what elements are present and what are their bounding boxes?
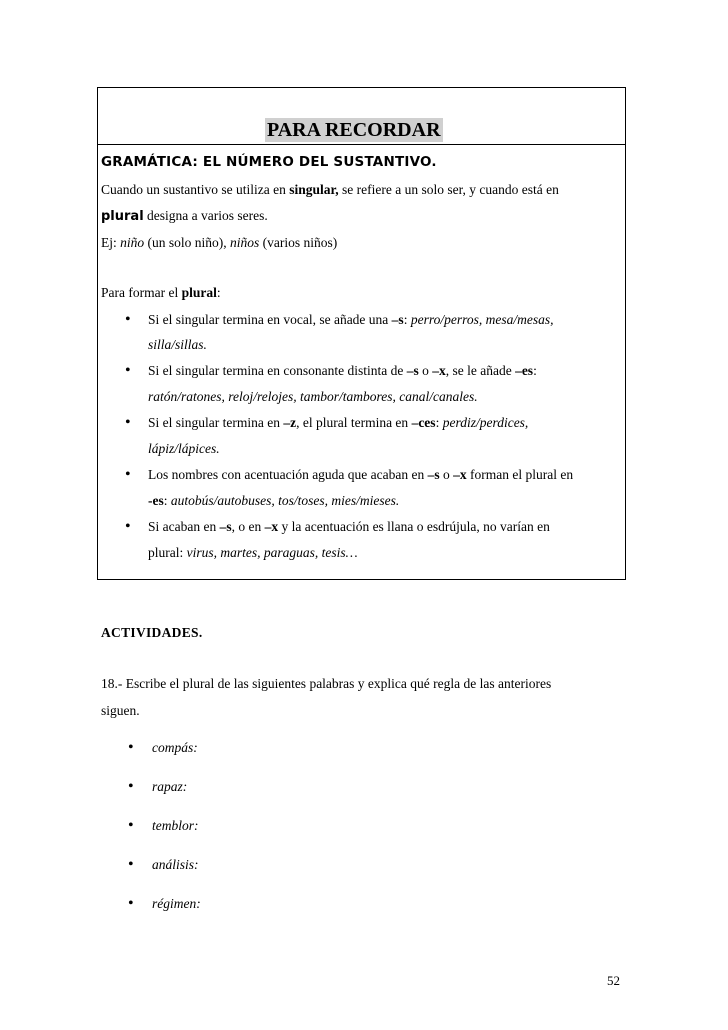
rule-2-line-2: ratón/ratones, reloj/relojes, tambor/tambores, canal/canales. bbox=[148, 389, 478, 404]
bullet-icon: • bbox=[125, 414, 131, 431]
example-line: Ej: niño (un solo niño), niños (varios niños) bbox=[101, 235, 338, 250]
word-item: compás: bbox=[152, 740, 198, 755]
rule-1-line-2: silla/sillas. bbox=[148, 337, 207, 352]
intro-line-2: plural designa a varios seres. bbox=[101, 208, 268, 224]
page-number: 52 bbox=[607, 973, 620, 988]
bullet-icon: • bbox=[125, 311, 131, 328]
rule-5-line-2: plural: virus, martes, paraguas, tesis… bbox=[148, 545, 358, 560]
rule-1-line-1: Si el singular termina en vocal, se añade una –s: perro/perros, mesa/mesas, bbox=[148, 312, 554, 327]
bullet-icon: • bbox=[125, 362, 131, 379]
box-title: PARA RECORDAR bbox=[267, 119, 441, 141]
word-item: régimen: bbox=[152, 896, 201, 911]
rule-4-line-1: Los nombres con acentuación aguda que acaban en –s o –x forman el plural en bbox=[148, 467, 574, 482]
word-item: análisis: bbox=[152, 857, 199, 872]
form-plural-intro: Para formar el plural: bbox=[101, 285, 221, 300]
bullet-icon: • bbox=[128, 856, 134, 873]
bullet-icon: • bbox=[128, 778, 134, 795]
rule-4-line-2: -es: autobús/autobuses, tos/toses, mies/mieses. bbox=[148, 493, 400, 508]
question-18-line-1: 18.- Escribe el plural de las siguientes palabras y explica qué regla de las anteriores bbox=[101, 676, 552, 691]
word-item: rapaz: bbox=[152, 779, 188, 794]
rule-3-line-2: lápiz/lápices. bbox=[148, 441, 220, 456]
rule-3-line-1: Si el singular termina en –z, el plural termina en –ces: perdiz/perdices, bbox=[148, 415, 529, 430]
bullet-icon: • bbox=[128, 817, 134, 834]
bullet-icon: • bbox=[128, 895, 134, 912]
box-divider bbox=[98, 144, 625, 145]
rule-5-line-1: Si acaban en –s, o en –x y la acentuación es llana o esdrújula, no varían en bbox=[148, 519, 550, 534]
bullet-icon: • bbox=[125, 518, 131, 535]
activities-heading: ACTIVIDADES. bbox=[101, 625, 203, 640]
intro-line-1: Cuando un sustantivo se utiliza en singular, se refiere a un solo ser, y cuando está en bbox=[101, 182, 559, 197]
bullet-icon: • bbox=[128, 739, 134, 756]
word-item: temblor: bbox=[152, 818, 199, 833]
question-18-line-2: siguen. bbox=[101, 703, 140, 718]
grammar-heading: GRAMÁTICA: EL NÚMERO DEL SUSTANTIVO. bbox=[101, 154, 437, 170]
bullet-icon: • bbox=[125, 466, 131, 483]
rule-2-line-1: Si el singular termina en consonante distinta de –s o –x, se le añade –es: bbox=[148, 363, 537, 378]
